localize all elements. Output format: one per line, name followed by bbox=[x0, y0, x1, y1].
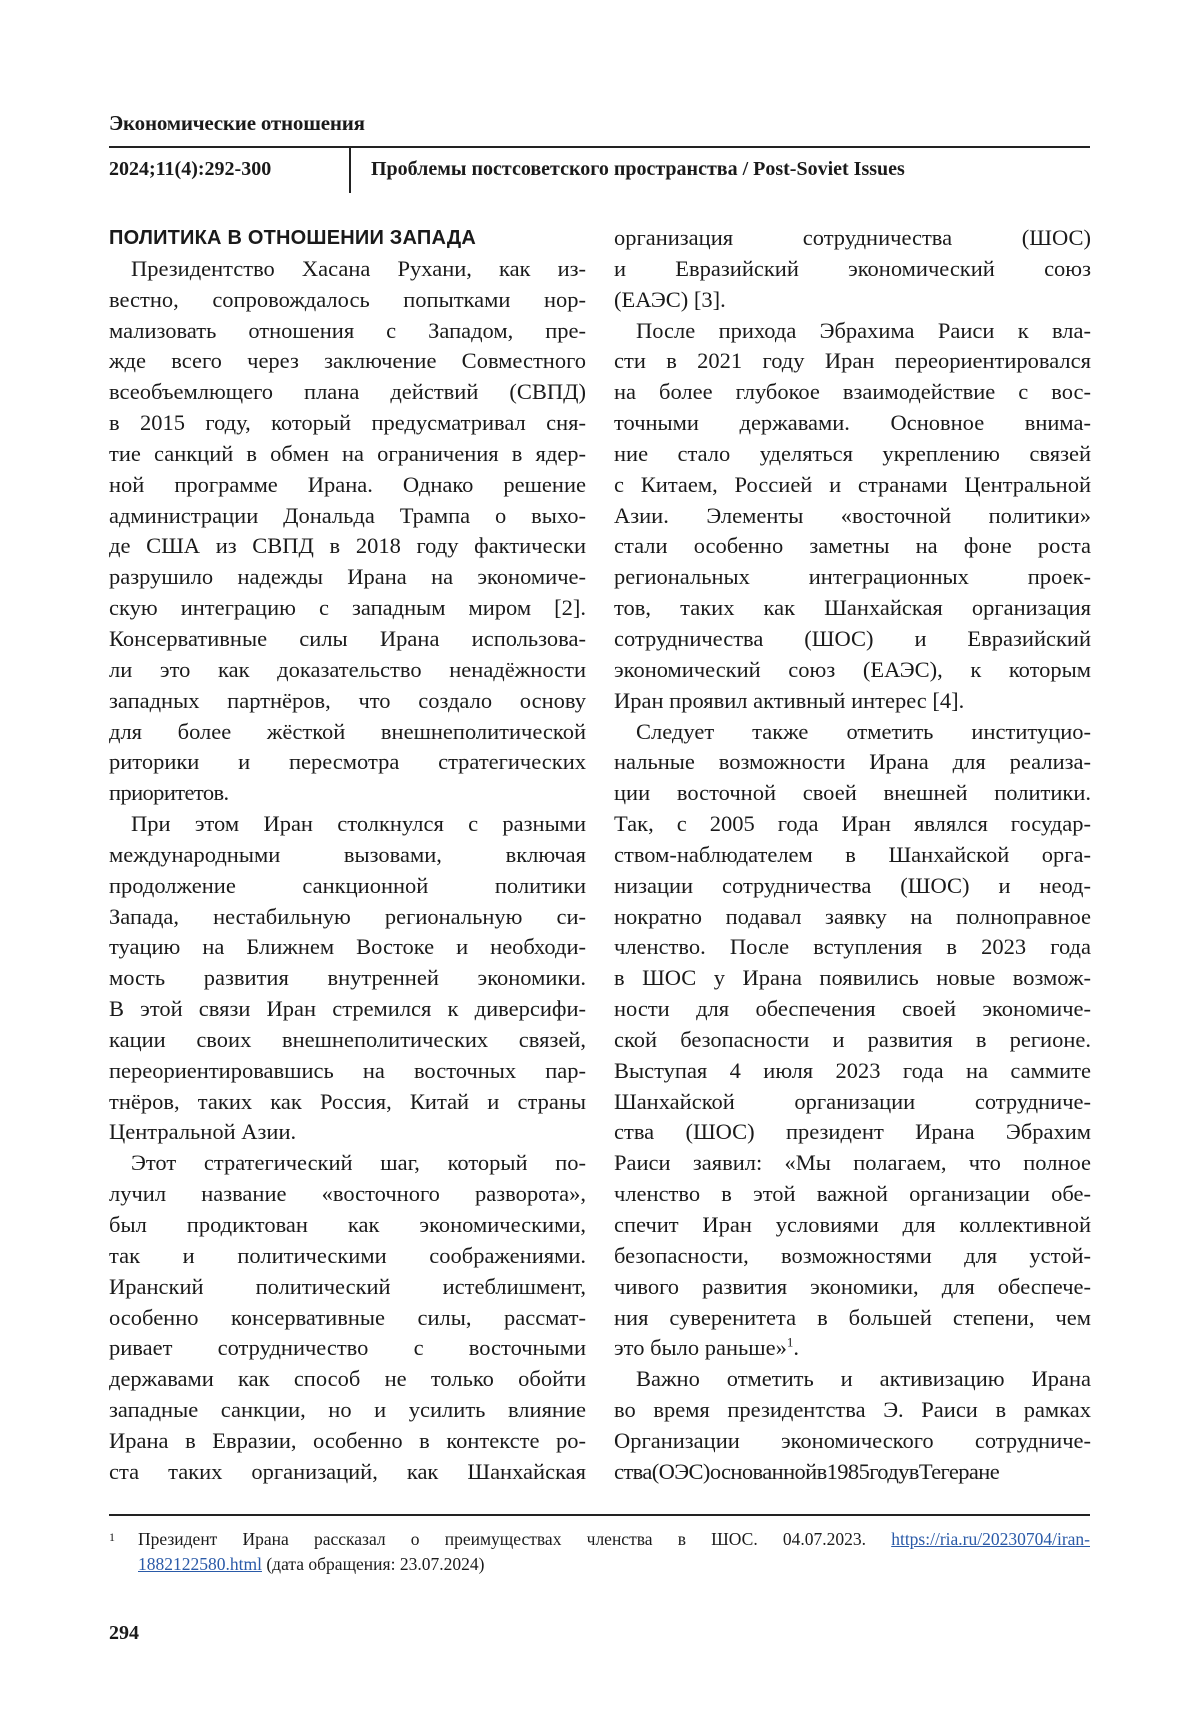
footnote-link-continued[interactable]: 1882122580.html bbox=[138, 1554, 262, 1574]
text-line: риторики и пересмотра стратегических bbox=[109, 747, 586, 778]
text-line: тов, таких как Шанхайская организация bbox=[614, 593, 1091, 624]
text-line: кации своих внешнеполитических связей, bbox=[109, 1025, 586, 1056]
text-line: нократно подавал заявку на полноправное bbox=[614, 902, 1091, 933]
footnote-reference[interactable]: 1 bbox=[787, 1335, 794, 1350]
text-line: лучил название «восточного разворота», bbox=[109, 1179, 586, 1210]
text-line: Шанхайской организации сотрудниче- bbox=[614, 1087, 1091, 1118]
text-line: низации сотрудничества (ШОС) и неод- bbox=[614, 871, 1091, 902]
footnote-link[interactable]: https://ria.ru/20230704/iran- bbox=[891, 1529, 1090, 1549]
text-line: туацию на Ближнем Востоке и необходи- bbox=[109, 932, 586, 963]
text-line: во время президентства Э. Раиси в рамках bbox=[614, 1395, 1091, 1426]
text-line: Консервативные силы Ирана использова- bbox=[109, 624, 586, 655]
text-line: скую интеграцию с западным миром [2]. bbox=[109, 593, 586, 624]
text-line: Центральной Азии. bbox=[109, 1117, 586, 1148]
text-line: Иран проявил активный интерес [4]. bbox=[614, 686, 1091, 717]
text-line: сти в 2021 году Иран переориентировался bbox=[614, 346, 1091, 377]
paragraph bbox=[109, 254, 586, 809]
text-line: для более жёсткой внешнеполитической bbox=[109, 717, 586, 748]
text-line: державами как способ не только обойти bbox=[109, 1364, 586, 1395]
text-line: Следует также отметить институцио- bbox=[614, 717, 1091, 748]
header-rule bbox=[109, 146, 1090, 148]
left-column bbox=[109, 223, 586, 1488]
text-line: экономический союз (ЕАЭС), к которым bbox=[614, 655, 1091, 686]
text-line: Азии. Элементы «восточной политики» bbox=[614, 501, 1091, 532]
text-line: организация сотрудничества (ШОС) bbox=[614, 223, 1091, 254]
paragraph bbox=[614, 717, 1091, 1365]
paragraph bbox=[614, 1364, 1091, 1487]
text-line: ства (ШОС) президент Ирана Эбрахим bbox=[614, 1117, 1091, 1148]
text-line: ции восточной своей внешней политики. bbox=[614, 778, 1091, 809]
citation: 2024;11(4):292-300 bbox=[109, 158, 271, 181]
text-line: ния суверенитета в большей степени, чем bbox=[614, 1303, 1091, 1334]
text-line: вестно, сопровождалось попытками нор- bbox=[109, 285, 586, 316]
text-line: нальные возможности Ирана для реализа- bbox=[614, 747, 1091, 778]
section-heading: ПОЛИТИКА В ОТНОШЕНИИ ЗАПАДА bbox=[109, 223, 586, 254]
text-line: После прихода Эбрахима Раиси к вла- bbox=[614, 316, 1091, 347]
header-divider bbox=[349, 148, 351, 193]
text-line: Раиси заявил: «Мы полагаем, что полное bbox=[614, 1148, 1091, 1179]
text-line: чивого развития экономики, для обеспече- bbox=[614, 1272, 1091, 1303]
text-line: ли это как доказательство ненадёжности bbox=[109, 655, 586, 686]
text-line: разрушило надежды Ирана на экономиче- bbox=[109, 562, 586, 593]
paragraph bbox=[109, 1148, 586, 1487]
text-line: приоритетов. bbox=[109, 778, 586, 809]
text-line: Выступая 4 июля 2023 года на саммите bbox=[614, 1056, 1091, 1087]
text-line: Так, с 2005 года Иран являлся государ- bbox=[614, 809, 1091, 840]
text-line: (ЕАЭС) [3]. bbox=[614, 285, 1091, 316]
page-number: 294 bbox=[109, 1622, 139, 1645]
text-line: Иранский политический истеблишмент, bbox=[109, 1272, 586, 1303]
paragraph bbox=[614, 223, 1091, 316]
text-line: с Китаем, Россией и странами Центральной bbox=[614, 470, 1091, 501]
footnote-rule bbox=[109, 1514, 1090, 1516]
text-line: переориентировавшись на восточных пар- bbox=[109, 1056, 586, 1087]
footnote bbox=[109, 1527, 1090, 1577]
period: . bbox=[793, 1335, 799, 1360]
footnote-number: 1 bbox=[109, 1525, 115, 1550]
text-line: так и политическими соображениями. bbox=[109, 1241, 586, 1272]
text-line: международными вызовами, включая bbox=[109, 840, 586, 871]
text-line: де США из СВПД в 2018 году фактически bbox=[109, 531, 586, 562]
text-line: При этом Иран столкнулся с разными bbox=[109, 809, 586, 840]
footnote-accessed: (дата обращения: 23.07.2024) bbox=[266, 1554, 484, 1574]
text-line: членство в этой важной организации обе- bbox=[614, 1179, 1091, 1210]
text-line: западные санкции, но и усилить влияние bbox=[109, 1395, 586, 1426]
text-line: ной программе Ирана. Однако решение bbox=[109, 470, 586, 501]
text-line: членство. После вступления в 2023 года bbox=[614, 932, 1091, 963]
text-line: Этот стратегический шаг, который по- bbox=[109, 1148, 586, 1179]
text-line: ством-наблюдателем в Шанхайской орга- bbox=[614, 840, 1091, 871]
text-line: всеобъемлющего плана действий (СВПД) bbox=[109, 377, 586, 408]
text-line: тнёров, таких как Россия, Китай и страны bbox=[109, 1087, 586, 1118]
footnote-text: Президент Ирана рассказал о преимуществах членства в ШОС. 04.07.2023. bbox=[138, 1529, 866, 1549]
text-line: Важно отметить и активизацию Ирана bbox=[614, 1364, 1091, 1395]
text-line: ства(ОЭС)основаннойв1985годувТегеране bbox=[614, 1457, 1091, 1488]
section-title: Экономические отношения bbox=[109, 111, 365, 136]
text-line: мализовать отношения с Западом, пре- bbox=[109, 316, 586, 347]
journal-title: Проблемы постсоветского пространства / Post-Soviet Issues bbox=[371, 158, 905, 181]
text-line: региональных интеграционных проек- bbox=[614, 562, 1091, 593]
right-column bbox=[614, 223, 1091, 1488]
text-line: особенно консервативные силы, рассмат- bbox=[109, 1303, 586, 1334]
text-line: Запада, нестабильную региональную си- bbox=[109, 902, 586, 933]
text-line: ности для обеспечения своей экономиче- bbox=[614, 994, 1091, 1025]
text-line: на более глубокое взаимодействие с вос- bbox=[614, 377, 1091, 408]
text-line: был продиктован как экономическими, bbox=[109, 1210, 586, 1241]
text-line: Ирана в Евразии, особенно в контексте ро- bbox=[109, 1426, 586, 1457]
text-line: в ШОС у Ирана появились новые возмож- bbox=[614, 963, 1091, 994]
text-line: мость развития внутренней экономики. bbox=[109, 963, 586, 994]
text-line: тие санкций в обмен на ограничения в ядер- bbox=[109, 439, 586, 470]
text-line: стали особенно заметны на фоне роста bbox=[614, 531, 1091, 562]
text-line: безопасности, возможностями для устой- bbox=[614, 1241, 1091, 1272]
text-line: продолжение санкционной политики bbox=[109, 871, 586, 902]
text-line: жде всего через заключение Совместного bbox=[109, 346, 586, 377]
paragraph bbox=[109, 809, 586, 1148]
text-line: ста таких организаций, как Шанхайская bbox=[109, 1457, 586, 1488]
paragraph bbox=[614, 316, 1091, 717]
text-line: спечит Иран условиями для коллективной bbox=[614, 1210, 1091, 1241]
text-line: и Евразийский экономический союз bbox=[614, 254, 1091, 285]
text-line: сотрудничества (ШОС) и Евразийский bbox=[614, 624, 1091, 655]
text-line: ской безопасности и развития в регионе. bbox=[614, 1025, 1091, 1056]
text-line: ривает сотрудничество с восточными bbox=[109, 1333, 586, 1364]
text-line: ние стало уделяться укреплению связей bbox=[614, 439, 1091, 470]
text-line bbox=[614, 1333, 1091, 1364]
text-line: В этой связи Иран стремился к диверсифи- bbox=[109, 994, 586, 1025]
text-line: администрации Дональда Трампа о выхо- bbox=[109, 501, 586, 532]
text-line: Президентство Хасана Рухани, как из- bbox=[109, 254, 586, 285]
text-line: Организации экономического сотрудниче- bbox=[614, 1426, 1091, 1457]
text-line: точными державами. Основное внима- bbox=[614, 408, 1091, 439]
text-line: западных партнёров, что создало основу bbox=[109, 686, 586, 717]
text-line: в 2015 году, который предусматривал сня- bbox=[109, 408, 586, 439]
quote-end: это было раньше» bbox=[614, 1335, 787, 1360]
